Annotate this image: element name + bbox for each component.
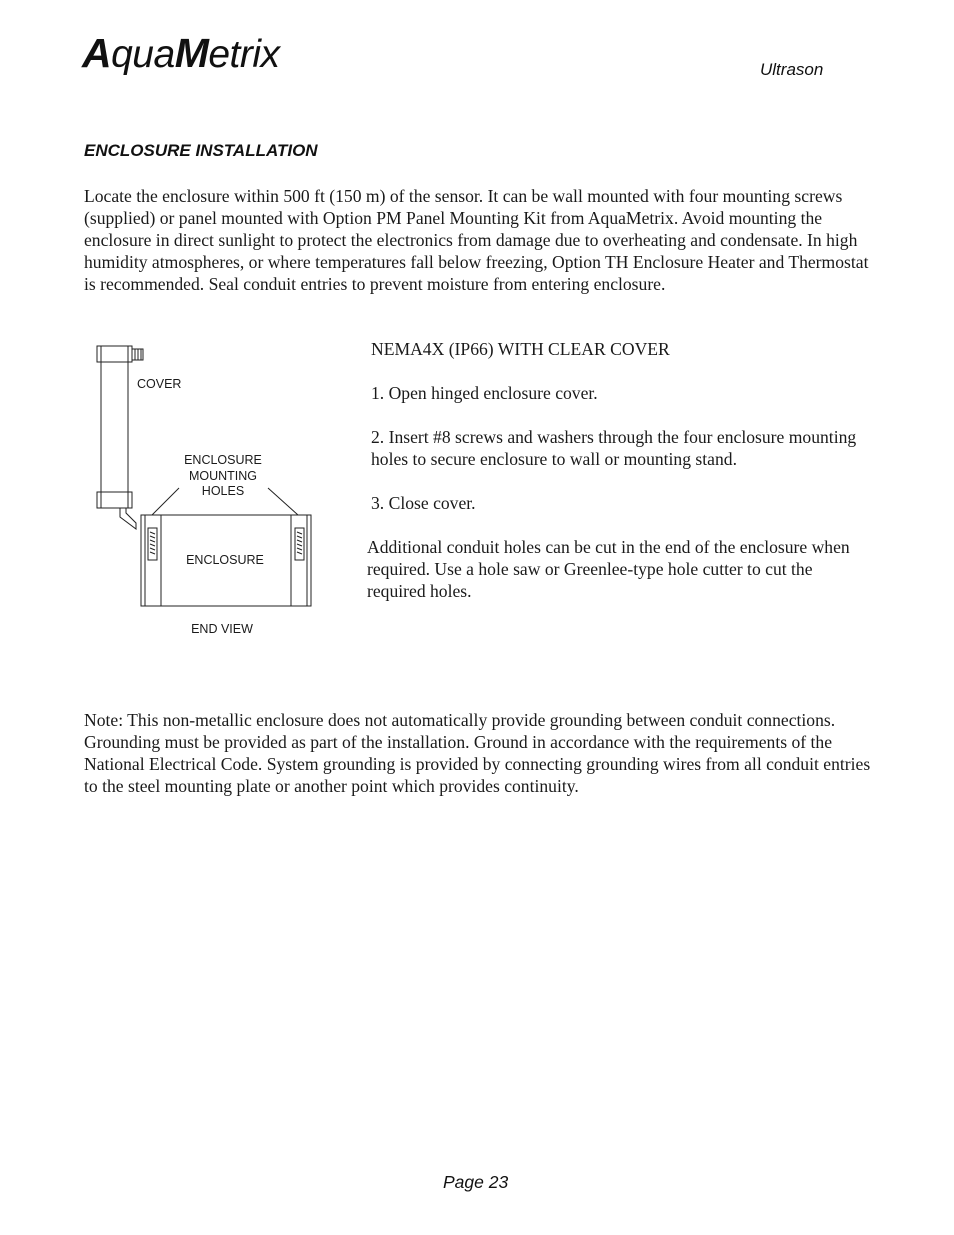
mounting-label-line-2: MOUNTING [188, 468, 258, 483]
end-view-label: END VIEW [191, 622, 253, 636]
steps-heading: NEMA4X (IP66) WITH CLEAR COVER [371, 339, 670, 359]
enclosure-label: ENCLOSURE [186, 553, 264, 567]
step-1: 1. Open hinged enclosure cover. [371, 383, 598, 403]
cover-label: COVER [137, 377, 182, 391]
logo-text-etrix: etrix [208, 33, 280, 76]
mounting-holes-label [173, 453, 273, 500]
grounding-note: Note: This non-metallic enclosure does not automatically provide grounding between conduit connections. Grounding must be provided as part of the installation. Ground in accordance with the requirements of the National Electrical Code. System grounding is provided by connecting grounding wires from all conduit entries to the steel mounting plate or another point which provides continuity. [84, 710, 871, 796]
mounting-label-line-3: HOLES [201, 484, 245, 498]
mounting-label-line-1: ENCLOSURE [184, 453, 262, 467]
brand-logo [82, 30, 280, 77]
page-number: Page 23 [443, 1172, 509, 1192]
enclosure-end-view-diagram [88, 335, 333, 645]
step-2: 2. Insert #8 screws and washers through the four enclosure mounting holes to secure enclosure to wall or mounting stand. [371, 427, 857, 469]
intro-paragraph: Locate the enclosure within 500 ft (150 m) of the sensor. It can be wall mounted with four mounting screws (supplied) or panel mounted with Option PM Panel Mounting Kit from AquaMetrix. Avoid mounting the enclosure in direct sunlight to protect the electronics from damage due to overheating and condensate. In high humidity atmospheres, or where temperatures fall below freezing, Option TH Enclosure Heater and Thermostat is recommended. Seal conduit entries to prevent moisture from entering enclosure. [84, 186, 869, 294]
installation-steps [367, 338, 867, 624]
section-title: ENCLOSURE INSTALLATION [84, 141, 318, 160]
logo-text-qua: qua [111, 33, 175, 76]
logo-letter-a: A [82, 30, 112, 76]
product-name: Ultrason [760, 60, 824, 79]
logo-letter-m: M [174, 30, 209, 76]
additional-holes-paragraph: Additional conduit holes can be cut in the end of the enclosure when required. Use a hole saw or Greenlee-type hole cutter to cut the required holes. [367, 537, 850, 601]
step-3: 3. Close cover. [371, 493, 476, 513]
